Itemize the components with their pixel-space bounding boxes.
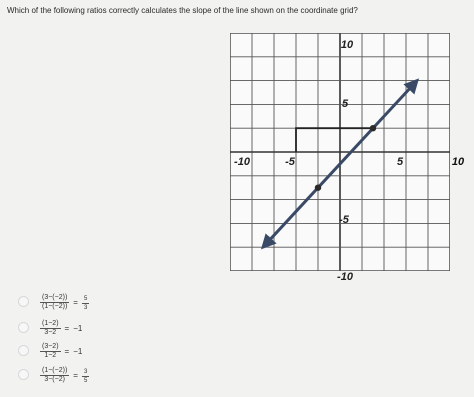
ratio-fraction	[40, 343, 61, 360]
y-tick-5: 5	[341, 98, 349, 110]
y-tick-10: 10	[340, 39, 354, 51]
ratio-fraction	[40, 367, 69, 384]
ratio-result: −1	[73, 323, 83, 333]
ratio-expression	[40, 341, 82, 361]
result-numerator: 3	[83, 368, 88, 375]
radio-button[interactable]	[18, 322, 29, 333]
line-point-2	[370, 125, 376, 131]
ratio-denominator: 1−2	[44, 351, 57, 359]
ratio-numerator: (1−2)	[42, 319, 59, 327]
ratio-result: −1	[73, 346, 83, 356]
x-tick-5: 5	[396, 156, 404, 168]
y-tick-neg10: -10	[337, 271, 353, 283]
ratio-denominator: 3−(−2)	[44, 375, 65, 383]
result-numerator: 5	[83, 295, 88, 302]
ratio-numerator: (3−(−2))	[42, 293, 68, 301]
ratio-expression	[40, 318, 82, 338]
y-tick-neg5: -5	[339, 214, 349, 226]
answer-choice-1[interactable]	[18, 292, 218, 316]
ratio-numerator: (3−2)	[42, 342, 59, 350]
radio-button[interactable]	[18, 296, 29, 307]
coordinate-grid	[230, 33, 465, 283]
ratio-fraction	[40, 320, 61, 337]
ratio-fraction	[40, 294, 69, 311]
question-text: Which of the following ratios correctly calculates the slope of the line shown on the coordinate grid?	[7, 6, 358, 15]
answer-choice-3[interactable]	[18, 341, 218, 365]
answer-choice-4[interactable]	[18, 365, 218, 389]
result-denominator: 5	[83, 377, 88, 384]
equals-sign: =	[73, 370, 78, 380]
x-tick-neg5: -5	[285, 156, 295, 168]
radio-button[interactable]	[18, 345, 29, 356]
ratio-expression	[40, 292, 89, 312]
ratio-expression	[40, 365, 89, 385]
x-tick-neg10: -10	[234, 156, 250, 168]
ratio-denominator: (1−(−2))	[42, 302, 68, 310]
equals-sign: =	[64, 323, 70, 333]
ratio-numerator: (1−(−2))	[42, 366, 68, 374]
ratio-result	[82, 293, 89, 312]
answer-choice-2[interactable]	[18, 318, 218, 342]
ratio-result	[82, 366, 89, 385]
radio-button[interactable]	[18, 369, 29, 380]
equals-sign: =	[73, 297, 78, 307]
x-tick-10: 10	[451, 156, 465, 168]
result-denominator: 3	[83, 304, 88, 311]
line-point-1	[315, 185, 321, 191]
equals-sign: =	[64, 346, 70, 356]
ratio-denominator: 3−2	[44, 328, 57, 336]
grid-svg	[230, 33, 450, 271]
